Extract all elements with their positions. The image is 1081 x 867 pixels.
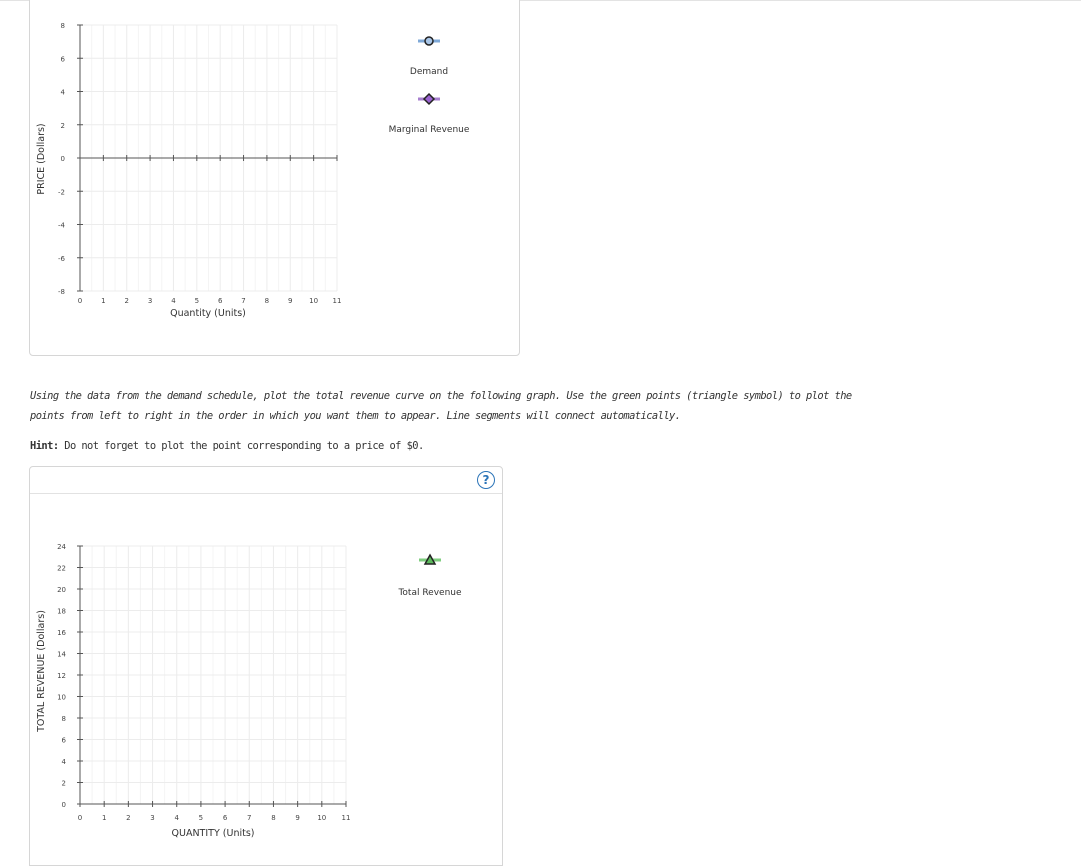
x-tick-label: 7 [241, 297, 246, 305]
x-tick-label: 1 [101, 297, 106, 305]
y-tick-label: 2 [60, 121, 65, 130]
y-tick-label: 18 [57, 607, 66, 616]
total-revenue-graph-grid [80, 546, 346, 804]
x-tick-label: 4 [174, 814, 179, 822]
price-y-axis-label: PRICE (Dollars) [36, 123, 47, 195]
marginal-revenue-diamond-icon [424, 94, 434, 104]
y-tick-label: 10 [57, 693, 66, 702]
x-tick-label: 10 [317, 814, 327, 822]
x-tick-label: 6 [217, 297, 223, 305]
y-tick-label: -2 [58, 188, 65, 197]
y-tick-label: 12 [57, 672, 66, 680]
legend-demand-tool[interactable] [418, 37, 440, 45]
y-tick-label: -4 [58, 221, 65, 230]
instruction-line-2: points from left to right in the order in which you want them to appear. Line segments will connect automatically. [30, 410, 681, 422]
total-revenue-y-axis-label: TOTAL REVENUE (Dollars) [36, 610, 47, 732]
y-tick-label: 14 [57, 650, 66, 659]
x-tick-label: 9 [295, 814, 300, 822]
x-tick-label: 1 [101, 814, 107, 822]
x-tick-label: 8 [271, 814, 276, 822]
hint-label: Hint: [30, 440, 59, 452]
price-quantity-graph[interactable] [30, 0, 521, 357]
y-tick-label: 20 [57, 586, 66, 594]
y-tick-label: 6 [61, 736, 66, 745]
total-revenue-x-axis-label: QUANTITY (Units) [171, 828, 255, 839]
x-tick-label: 2 [124, 297, 129, 305]
x-tick-label: 2 [126, 814, 131, 822]
x-tick-label: 0 [77, 814, 83, 822]
y-tick-label: 2 [61, 779, 66, 788]
y-tick-label: 24 [57, 543, 66, 551]
x-tick-label: 11 [341, 814, 351, 822]
x-tick-label: 11 [332, 297, 342, 305]
legend-total-revenue-label: Total Revenue [398, 588, 462, 598]
legend-marginal-revenue-tool[interactable] [418, 94, 440, 104]
x-tick-label: 6 [222, 814, 228, 822]
y-tick-label: 16 [57, 629, 66, 637]
x-tick-label: 5 [198, 814, 204, 822]
total-revenue-graph-panel [29, 466, 503, 866]
y-tick-label: 8 [61, 715, 66, 723]
y-tick-label: 8 [60, 22, 65, 30]
x-tick-label: 10 [309, 297, 319, 305]
y-tick-label: 4 [61, 758, 66, 766]
help-button[interactable]: ? [477, 471, 495, 489]
x-tick-label: 0 [77, 297, 83, 305]
y-tick-label: -6 [58, 254, 65, 263]
hint-text [30, 440, 424, 452]
x-tick-label: 3 [147, 297, 153, 305]
demand-circle-icon [425, 37, 433, 45]
y-tick-label: 22 [57, 564, 66, 573]
demand-marginal-revenue-graph-panel [29, 0, 520, 356]
quantity-x-axis-label: Quantity (Units) [170, 308, 246, 319]
x-tick-label: 4 [171, 297, 176, 305]
legend-total-revenue-tool[interactable] [419, 555, 441, 564]
hint-body: Do not forget to plot the point corresponding to a price of $0. [58, 440, 424, 452]
x-tick-label: 9 [288, 297, 293, 305]
y-tick-label: 4 [60, 88, 65, 97]
x-tick-label: 7 [247, 814, 252, 822]
legend-demand-label: Demand [409, 67, 449, 77]
y-tick-label: 0 [61, 801, 66, 809]
x-tick-label: 3 [150, 814, 155, 822]
total-revenue-graph[interactable] [30, 467, 504, 867]
y-tick-label: -8 [58, 288, 65, 296]
y-tick-label: 0 [60, 155, 65, 163]
legend-marginal-revenue-label: Marginal Revenue [388, 125, 470, 135]
y-tick-label: 6 [60, 55, 65, 64]
total-revenue-graph-axes [57, 543, 350, 822]
instruction-line-1: Using the data from the demand schedule, plot the total revenue curve on the following graph. Use the green points (triangle symbol) to plot the [30, 390, 852, 402]
price-graph-axes [58, 22, 341, 305]
x-tick-label: 8 [264, 297, 270, 305]
x-tick-label: 5 [194, 297, 200, 305]
